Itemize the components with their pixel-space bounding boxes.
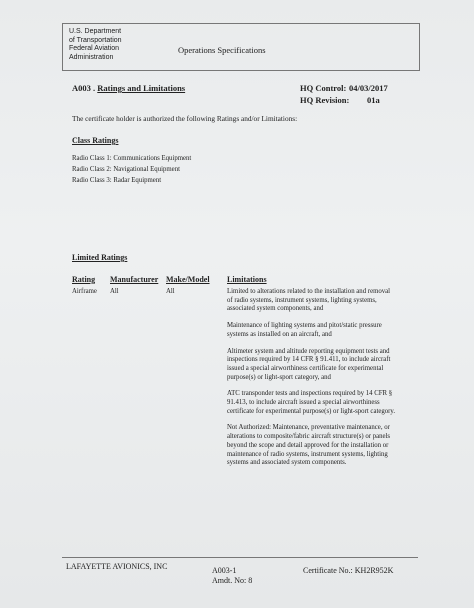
limitation-paragraph: Altimeter system and altitude reporting equipment tests and inspections required by 14 CFR § 91.411, to include aircraft issued a special airworthiness certificate for experimental purpose(s) or light-sport category, and <box>227 347 391 381</box>
hq-control-label: HQ Control: <box>300 83 347 93</box>
department-line: Federal Aviation <box>69 45 120 53</box>
intro-text: The certificate holder is authorized the following Ratings and/or Limitations: <box>72 114 298 123</box>
class-ratings-list <box>72 153 191 186</box>
limited-ratings-heading: Limited Ratings <box>72 253 128 262</box>
list-item: Radio Class 3: Radar Equipment <box>72 177 162 184</box>
department-block <box>69 28 122 62</box>
limitation-paragraph: ATC transponder tests and inspections required by 14 CFR § 91.413, to include aircraft issued a special airworthiness certificate for experimental purpose(s) or light-sport category. <box>227 390 396 415</box>
rating-cell: Airframe <box>72 288 97 295</box>
footer-amendment: Amdt. No: 8 <box>212 576 253 585</box>
class-ratings-heading: Class Ratings <box>72 136 119 145</box>
limitation-paragraph: Maintenance of lighting systems and pitot/static pressure systems as installed on an aircraft, and <box>227 322 382 338</box>
hq-control-value: 04/03/2017 <box>349 83 388 93</box>
section-name: Ratings and Limitations <box>97 83 186 93</box>
department-line: Administration <box>69 53 114 61</box>
department-line: of Transportation <box>69 36 122 44</box>
make-model-cell: All <box>166 288 175 295</box>
section-code: A003 . <box>72 83 96 93</box>
hq-revision-value: 01a <box>367 95 380 105</box>
manufacturer-cell: All <box>110 288 119 295</box>
hq-revision-label: HQ Revision: <box>300 95 350 105</box>
column-header: Rating <box>72 275 96 284</box>
hq-block <box>300 82 400 106</box>
list-item: Radio Class 1: Communications Equipment <box>72 155 192 162</box>
section-title <box>72 83 185 93</box>
limitations-cell <box>227 288 397 476</box>
limitation-paragraph: Limited to alterations related to the installation and removal of radio systems, instrument systems, lighting systems, associated system components, and <box>227 288 391 313</box>
column-header: Manufacturer <box>110 275 159 284</box>
column-header: Limitations <box>227 275 267 284</box>
column-header: Make/Model <box>166 275 210 284</box>
limitation-paragraph: Not Authorized: Maintenance, preventative maintenance, or alterations to composite/fabric aircraft structure(s) or panels beyond the scope and detail approved for the installation or maintenance of radio systems, instrument systems, lighting systems and associated system components. <box>227 424 391 467</box>
footer-certificate: Certificate No.: KH2R952K <box>303 566 394 575</box>
list-item: Radio Class 2: Navigational Equipment <box>72 166 180 173</box>
department-line: U.S. Department <box>69 28 122 35</box>
footer-company: LAFAYETTE AVIONICS, INC <box>66 562 168 571</box>
doc-type: Operations Specifications <box>178 45 266 55</box>
footer-page-code: A003-1 <box>212 566 237 575</box>
